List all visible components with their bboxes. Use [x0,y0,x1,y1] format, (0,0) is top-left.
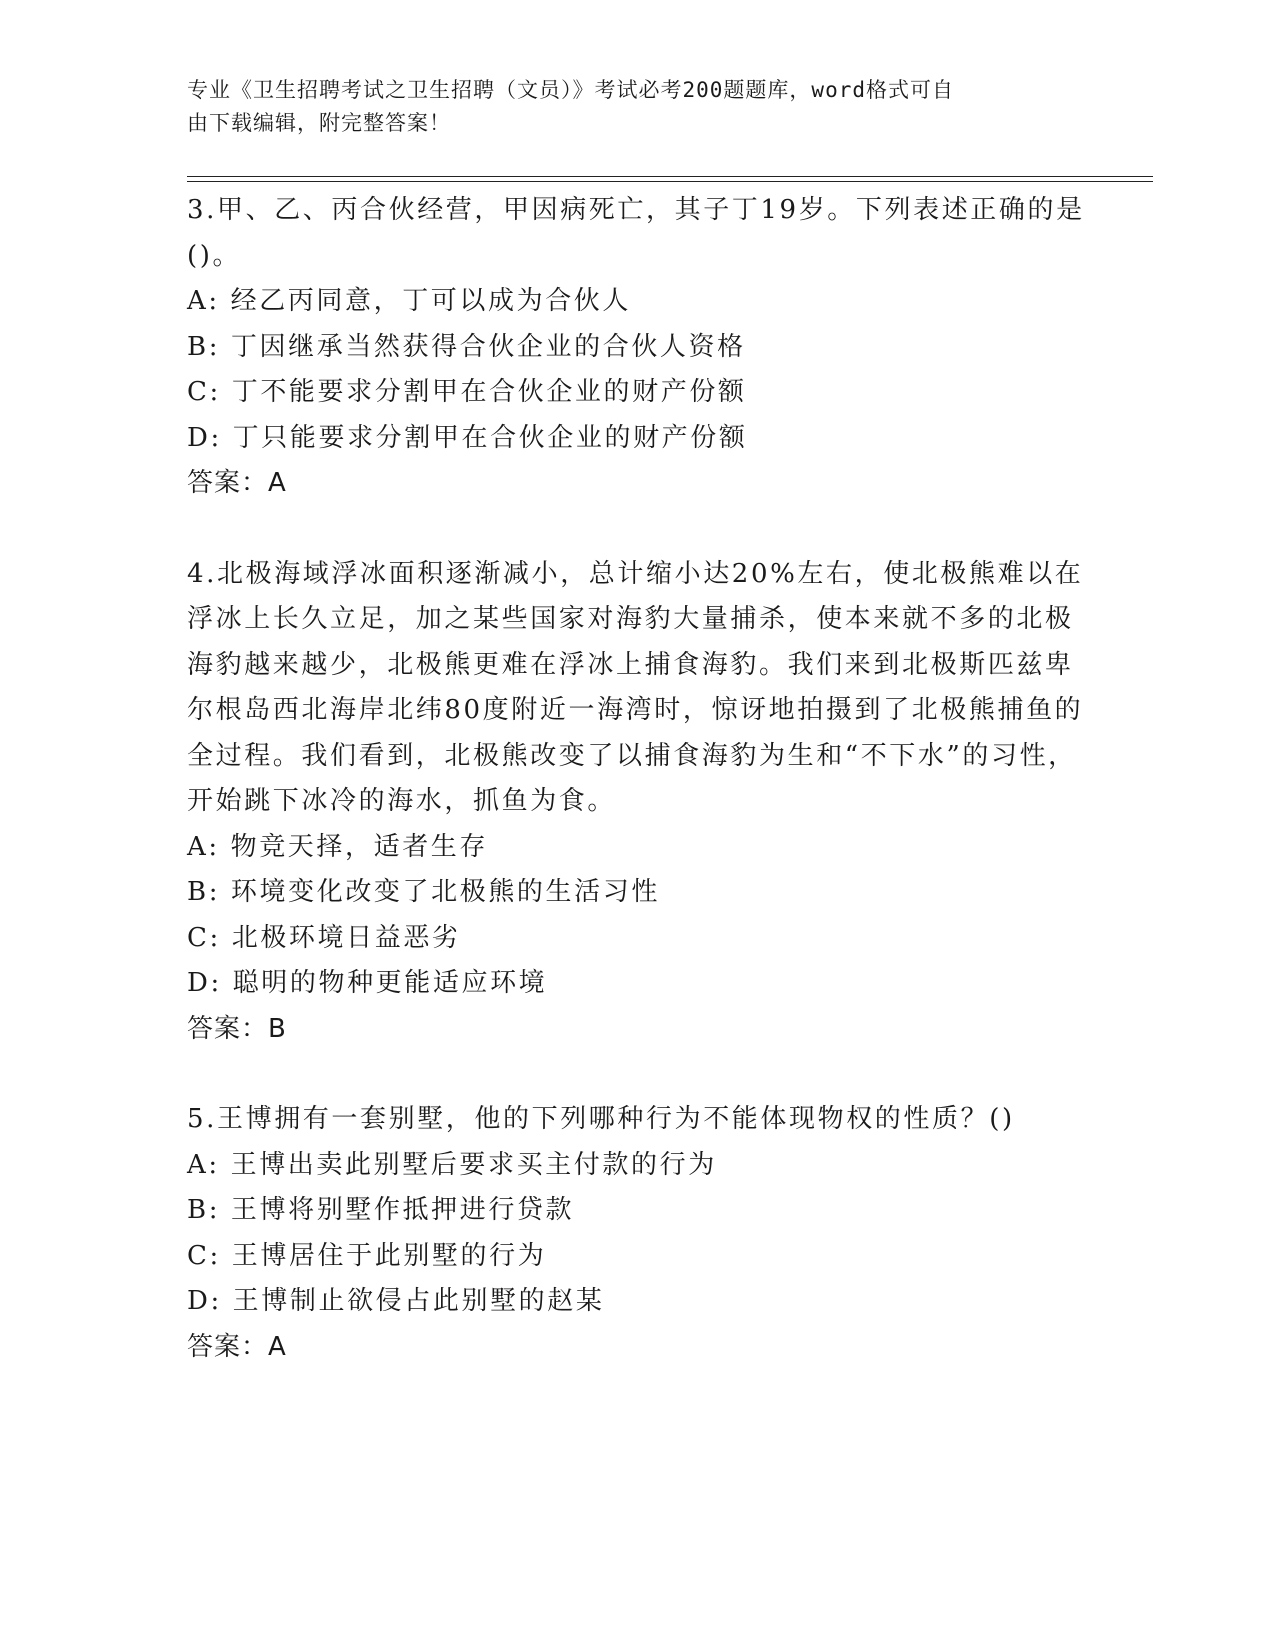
question-stem: 3.甲、乙、丙合伙经营，甲因病死亡，其子丁19岁。下列表述正确的是()。 [187,195,1085,271]
option-a: A: 王博出卖此别墅后要求买主付款的行为 [187,1149,717,1180]
answer: 答案：B [187,1013,287,1044]
option-a: A: 物竞天择，适者生存 [187,831,489,862]
option-d: D: 丁只能要求分割甲在合伙企业的财产份额 [187,422,748,453]
question-4 [187,552,1087,1053]
header-rule-top [187,176,1153,177]
option-d: D: 聪明的物种更能适应环境 [187,968,548,998]
question-list [187,188,1087,1415]
header-rule-bottom [187,181,1153,182]
question-stem: 4.北极海域浮冰面积逐渐减小，总计缩小达20%左右，使北极熊难以在浮冰上长久立足，加之某些国家对海豹大量捕杀，使本来就不多的北极海豹越来越少，北极熊更难在浮冰上捕食海豹。我们来到北极斯匹兹卑尔根岛西北海岸北纬80度附近一海湾时，惊讶地拍摄到了北极熊捕鱼的全过程。我们看到，北极熊改变了以捕食海豹为生和“不下水”的习性，开始跳下冰冷的海水，抓鱼为食。 [187,558,1084,816]
option-a: A: 经乙丙同意，丁可以成为合伙人 [187,286,632,316]
option-d: D: 王博制止欲侵占此别墅的赵某 [187,1286,605,1316]
question-stem: 5.王博拥有一套别墅，他的下列哪种行为不能体现物权的性质？() [187,1104,1015,1134]
header-line-1: 专业《卫生招聘考试之卫生招聘（文员）》考试必考200题题库，word格式可自 [187,78,954,102]
option-b: B: 丁因继承当然获得合伙企业的合伙人资格 [187,331,746,362]
option-c: C: 王博居住于此别墅的行为 [187,1240,547,1271]
option-c: C: 丁不能要求分割甲在合伙企业的财产份额 [187,377,747,407]
answer: 答案：A [187,468,287,498]
header-line-2: 由下载编辑，附完整答案！ [187,111,451,135]
answer: 答案：A [187,1331,287,1362]
question-3 [187,188,1087,507]
question-5 [187,1097,1087,1370]
option-b: B: 环境变化改变了北极熊的生活习性 [187,877,660,907]
option-b: B: 王博将别墅作抵押进行贷款 [187,1195,575,1225]
option-c: C: 北极环境日益恶劣 [187,922,461,953]
document-header [187,74,1087,140]
